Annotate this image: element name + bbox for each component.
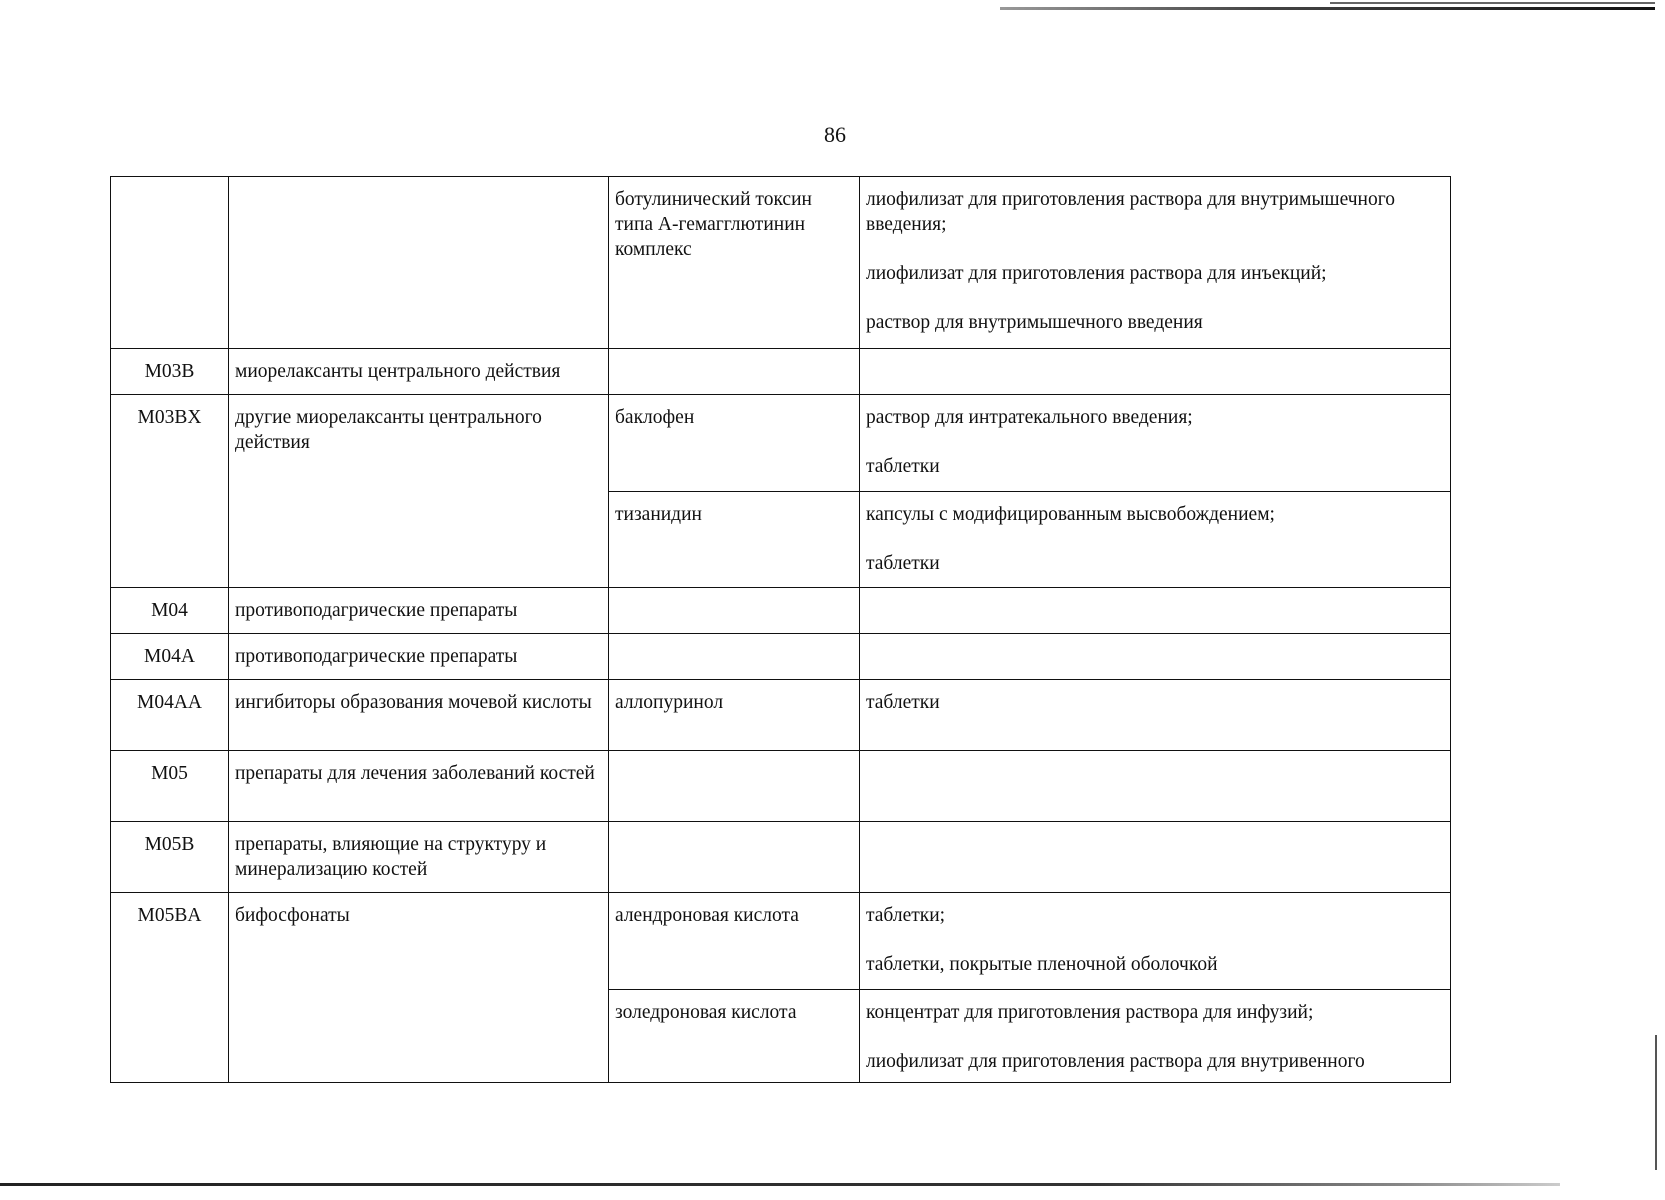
table-row xyxy=(111,395,1451,492)
atc-code-cell xyxy=(111,177,229,349)
group-cell: бифосфонаты xyxy=(229,893,609,1083)
scan-artifact-right-line xyxy=(1655,1035,1657,1170)
forms-cell xyxy=(860,680,1451,751)
dosage-form: капсулы с модифицированным высвобождением; xyxy=(866,504,1275,525)
table-row xyxy=(111,822,1451,893)
atc-code-cell: M03BX xyxy=(111,395,229,588)
substance-cell: тизанидин xyxy=(609,492,860,588)
forms-cell xyxy=(860,822,1451,893)
group-cell xyxy=(229,177,609,349)
forms-cell xyxy=(860,395,1451,492)
drug-table xyxy=(110,176,1451,1083)
substance-cell xyxy=(609,349,860,395)
substance-cell xyxy=(609,588,860,634)
table-row xyxy=(111,751,1451,822)
group-cell: ингибиторы образования мочевой кислоты xyxy=(229,680,609,751)
scan-artifact-top-short xyxy=(1330,2,1655,4)
forms-cell xyxy=(860,492,1451,588)
substance-cell: золедроновая кислота xyxy=(609,990,860,1083)
dosage-form: раствор для интратекального введения; xyxy=(866,407,1193,428)
group-cell: другие миорелаксанты центрального действия xyxy=(229,395,609,588)
dosage-form: лиофилизат для приготовления раствора для инъекций; xyxy=(866,263,1327,284)
table-row xyxy=(111,893,1451,990)
atc-code-cell: M05BA xyxy=(111,893,229,1083)
substance-cell xyxy=(609,634,860,680)
dosage-form: таблетки; xyxy=(866,905,946,926)
group-cell: препараты для лечения заболеваний костей xyxy=(229,751,609,822)
forms-cell xyxy=(860,349,1451,395)
forms-cell xyxy=(860,751,1451,822)
scan-artifact-bottom-line xyxy=(0,1183,1560,1186)
table-row xyxy=(111,588,1451,634)
atc-code-cell: M05 xyxy=(111,751,229,822)
atc-code-cell: M04AA xyxy=(111,680,229,751)
dosage-form: таблетки xyxy=(866,456,940,477)
dosage-form: таблетки xyxy=(866,553,940,574)
forms-cell xyxy=(860,893,1451,990)
table-row xyxy=(111,680,1451,751)
table-row xyxy=(111,349,1451,395)
atc-code-cell: M04 xyxy=(111,588,229,634)
group-cell: миорелаксанты центрального действия xyxy=(229,349,609,395)
forms-cell xyxy=(860,634,1451,680)
dosage-form: таблетки, покрытые пленочной оболочкой xyxy=(866,954,1218,975)
substance-cell xyxy=(609,751,860,822)
substance-cell xyxy=(609,822,860,893)
atc-code-cell: M03B xyxy=(111,349,229,395)
forms-cell xyxy=(860,990,1451,1083)
dosage-form: лиофилизат для приготовления раствора для внутривенного xyxy=(866,1051,1365,1072)
page-number: 86 xyxy=(824,122,846,147)
forms-cell xyxy=(860,588,1451,634)
substance-cell: алендроновая кислота xyxy=(609,893,860,990)
table-row xyxy=(111,177,1451,349)
dosage-form: лиофилизат для приготовления раствора для внутримышечного введения; xyxy=(866,189,1395,235)
group-cell: препараты, влияющие на структуру и минерализацию костей xyxy=(229,822,609,893)
forms-cell xyxy=(860,177,1451,349)
atc-code-cell: M04A xyxy=(111,634,229,680)
dosage-form: концентрат для приготовления раствора для инфузий; xyxy=(866,1002,1314,1023)
substance-cell: баклофен xyxy=(609,395,860,492)
dosage-form: таблетки xyxy=(866,692,940,713)
group-cell: противоподагрические препараты xyxy=(229,634,609,680)
substance-cell: аллопуринол xyxy=(609,680,860,751)
atc-code-cell: M05B xyxy=(111,822,229,893)
table-row xyxy=(111,634,1451,680)
group-cell: противоподагрические препараты xyxy=(229,588,609,634)
dosage-form: раствор для внутримышечного введения xyxy=(866,312,1203,333)
scan-artifact-top-line xyxy=(1000,7,1655,10)
substance-cell: ботулинический токсин типа А-гемагглютинин комплекс xyxy=(609,177,860,349)
